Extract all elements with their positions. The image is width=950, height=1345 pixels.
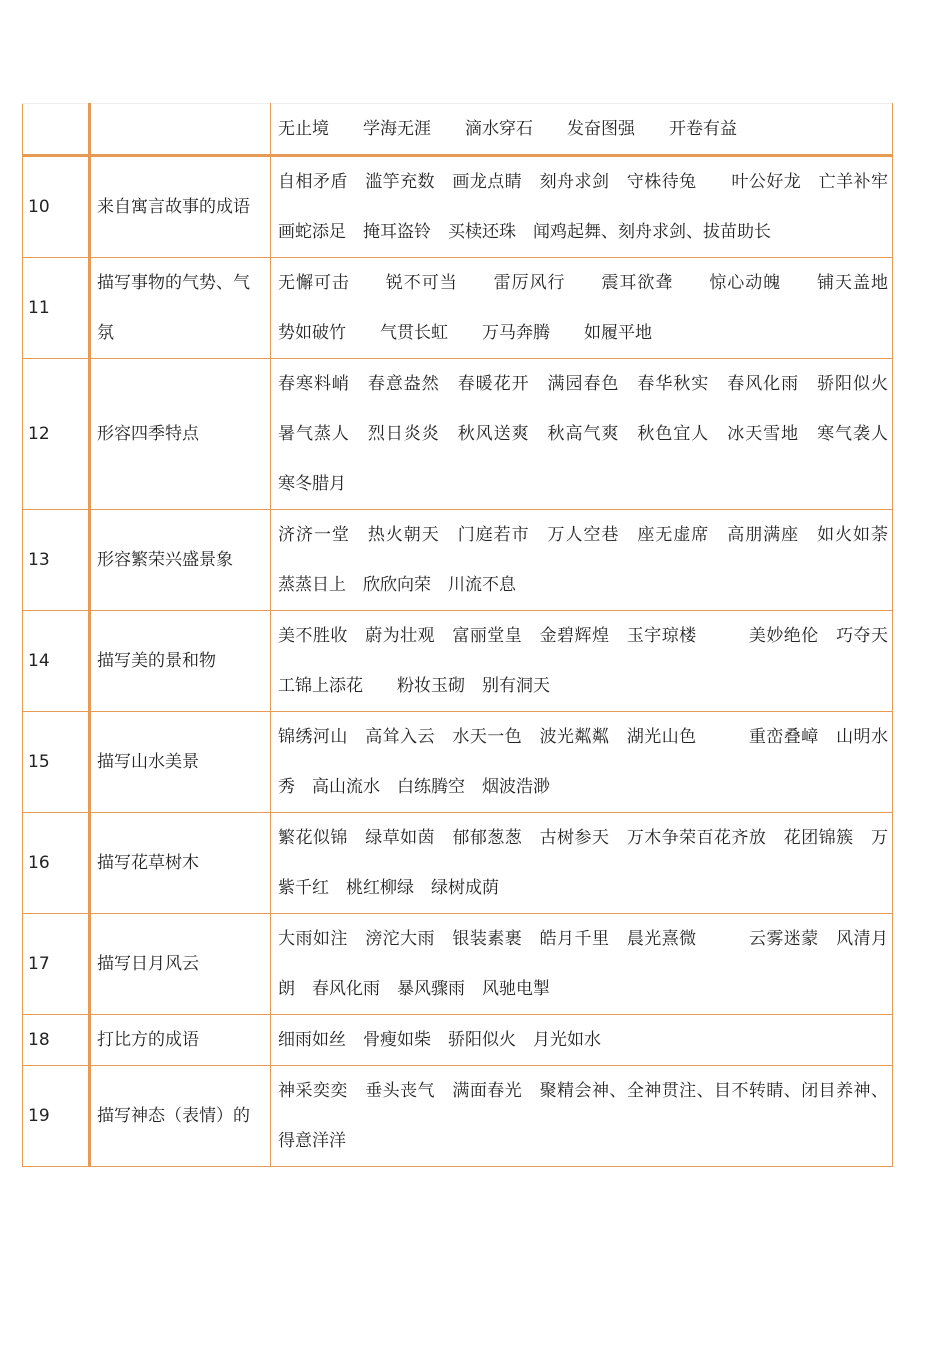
row-idioms: 春寒料峭 春意盎然 春暖花开 满园春色 春华秋实 春风化雨 骄阳似火 暑气蒸人 烈日炎炎 秋风送爽 秋高气爽 秋色宜人 冰天雪地 寒气袭人 寒冬腊月 — [271, 359, 893, 510]
row-number: 17 — [23, 914, 90, 1015]
row-category: 描写花草树木 — [90, 813, 271, 914]
table-row — [23, 510, 893, 611]
table-row — [23, 712, 893, 813]
row-number: 14 — [23, 611, 90, 712]
row-idioms: 无止境 学海无涯 滴水穿石 发奋图强 开卷有益 — [271, 104, 893, 156]
row-category: 来自寓言故事的成语 — [90, 156, 271, 258]
row-category: 描写神态（表情）的 — [90, 1066, 271, 1167]
row-idioms: 自相矛盾 滥竽充数 画龙点睛 刻舟求剑 守株待兔 叶公好龙 亡羊补牢 画蛇添足 掩耳盗铃 买椟还珠 闻鸡起舞、刻舟求剑、拔苗助长 — [271, 156, 893, 258]
row-category: 形容四季特点 — [90, 359, 271, 510]
row-idioms: 细雨如丝 骨瘦如柴 骄阳似火 月光如水 — [271, 1015, 893, 1066]
row-idioms: 济济一堂 热火朝天 门庭若市 万人空巷 座无虚席 高朋满座 如火如荼 蒸蒸日上 欣欣向荣 川流不息 — [271, 510, 893, 611]
row-idioms: 锦绣河山 高耸入云 水天一色 波光粼粼 湖光山色 重峦叠嶂 山明水秀 高山流水 白练腾空 烟波浩渺 — [271, 712, 893, 813]
row-idioms: 神采奕奕 垂头丧气 满面春光 聚精会神、全神贯注、目不转睛、闭目养神、得意洋洋 — [271, 1066, 893, 1167]
row-category: 描写山水美景 — [90, 712, 271, 813]
row-category: 打比方的成语 — [90, 1015, 271, 1066]
table-row — [23, 359, 893, 510]
table-row — [23, 1015, 893, 1066]
table-row — [23, 156, 893, 258]
row-idioms: 繁花似锦 绿草如茵 郁郁葱葱 古树参天 万木争荣百花齐放 花团锦簇 万紫千红 桃红柳绿 绿树成荫 — [271, 813, 893, 914]
row-number: 12 — [23, 359, 90, 510]
table-row — [23, 104, 893, 156]
row-category: 描写美的景和物 — [90, 611, 271, 712]
table-row — [23, 258, 893, 359]
table-row — [23, 611, 893, 712]
row-number: 16 — [23, 813, 90, 914]
row-number: 19 — [23, 1066, 90, 1167]
row-idioms: 大雨如注 滂沱大雨 银装素裹 皓月千里 晨光熹微 云雾迷蒙 风清月朗 春风化雨 暴风骤雨 风驰电掣 — [271, 914, 893, 1015]
row-number: 10 — [23, 156, 90, 258]
table-row — [23, 914, 893, 1015]
idiom-table — [22, 103, 922, 1167]
row-idioms: 美不胜收 蔚为壮观 富丽堂皇 金碧辉煌 玉宇琼楼 美妙绝伦 巧夺天工锦上添花 粉妆玉砌 别有洞天 — [271, 611, 893, 712]
row-number: 15 — [23, 712, 90, 813]
row-idioms: 无懈可击 锐不可当 雷厉风行 震耳欲聋 惊心动魄 铺天盖地 势如破竹 气贯长虹 万马奔腾 如履平地 — [271, 258, 893, 359]
row-category — [90, 104, 271, 156]
row-number: 18 — [23, 1015, 90, 1066]
table-row — [23, 813, 893, 914]
row-category: 描写事物的气势、气氛 — [90, 258, 271, 359]
table-row — [23, 1066, 893, 1167]
row-category: 形容繁荣兴盛景象 — [90, 510, 271, 611]
row-number: 11 — [23, 258, 90, 359]
idiom-table-page — [22, 103, 922, 1167]
row-number — [23, 104, 90, 156]
row-number: 13 — [23, 510, 90, 611]
row-category: 描写日月风云 — [90, 914, 271, 1015]
